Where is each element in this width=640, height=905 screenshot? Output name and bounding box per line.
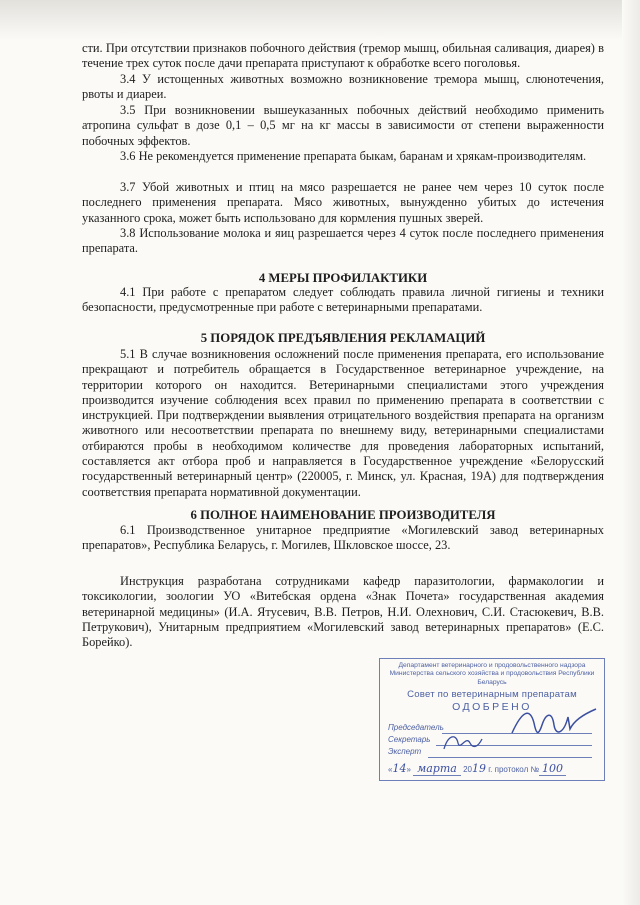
stamp-protocol-label: протокол №: [494, 765, 540, 774]
section-heading-5: 5 ПОРЯДОК ПРЕДЪЯВЛЕНИЯ РЕКЛАМАЦИЙ: [200, 331, 486, 345]
stamp-protocol-number: 100: [539, 762, 566, 776]
stamp-expert-label: Эксперт: [388, 747, 422, 756]
stamp-council: Совет по ветеринарным препаратам: [407, 689, 577, 700]
stamp-year-suffix: 19: [471, 762, 486, 775]
paragraph-3-4: 3.4 У истощенных животных возможно возникновение тремора мышц, слюнотечения, рвоты и диареи.: [82, 72, 604, 102]
chairman-signature: [508, 703, 600, 743]
stamp-secretary-label: Секретарь: [388, 735, 431, 744]
approval-stamp: [379, 658, 605, 781]
stamp-year-prefix: 20: [463, 765, 472, 774]
stamp-organization: Департамент ветеринарного и продовольственного надзора Министерства сельского хозяйства и продовольствия Республики Беларусь: [389, 662, 595, 686]
stamp-expert-line: [428, 757, 592, 758]
section-heading-4: 4 МЕРЫ ПРОФИЛАКТИКИ: [258, 271, 428, 285]
secretary-signature: [440, 729, 484, 757]
stamp-year-label: г.: [488, 765, 493, 774]
authors-paragraph: Инструкция разработана сотрудниками кафедр паразитологии, фармакологии и токсикологии, зоологии УО «Витебская ордена «Знак Почета» государственная академия ветеринарной медицины» (И.А. Ятусевич, В.В. Петров, Н.И. Олехнович, С.И. Стасюкевич, В.В. Петрукович), Унитарным предприятием «Могилевский завод ветеринарных препаратов» (Е.С. Борейко).: [82, 574, 604, 650]
scan-shadow-top: [0, 0, 640, 40]
stamp-chairman-label: Председатель: [388, 723, 444, 732]
paragraph-3-8: 3.8 Использование молока и яиц разрешается через 4 суток после последнего применения препарата.: [82, 226, 604, 256]
paragraph-3-5: 3.5 При возникновении вышеуказанных побочных действий необходимо применить атропина сульфат в дозе 0,1 – 0,5 мг на кг массы в зависимости от степени выраженности побочных эффектов.: [82, 103, 604, 148]
paragraph-5-1: 5.1 В случае возникновения осложнений после применения препарата, его использование прекращают и потребитель обращается в Государственное ветеринарное учреждение, на территории которого он находится. Ветеринарными специалистами этого учреждения производится изучение соблюдения всех правил по применению препарата в соответствии с инструкцией. При подтверждении выявления отрицательного воздействия препарата на организм животного или несоответствии препарата по внешнему виду, ветеринарными специалистами отбираются пробы в необходимом количестве для проведения лабораторных испытаний, составляется акт отбора проб и направляется в Государственное учреждение «Белорусский государственный ветеринарный центр» (220005, г. Минск, ул. Красная, 19А) для подтверждения соответствия препарата нормативной документации.: [82, 347, 604, 499]
paragraph-3-6: 3.6 Не рекомендуется применение препарата быкам, баранам и хрякам-производителям.: [120, 149, 587, 163]
scan-shadow-right: [622, 0, 640, 905]
stamp-date-row: «14» марта 2019 г. протокол № 100: [388, 762, 566, 775]
paragraph-3-7: 3.7 Убой животных и птиц на мясо разрешается не ранее чем через 10 суток после последнего применения препарата. Мясо животных, вынужденно убитых до истечения указанного срока, может быть использовано для кормления пушных зверей.: [82, 180, 604, 225]
stamp-date-day: 14: [392, 762, 407, 775]
stamp-date-month: марта: [413, 762, 461, 776]
section-heading-6: 6 ПОЛНОЕ НАИМЕНОВАНИЕ ПРОИЗВОДИТЕЛЯ: [190, 508, 496, 522]
stamp-approved: ОДОБРЕНО: [452, 701, 532, 713]
paragraph-continuation: сти. При отсутствии признаков побочного действия (тремор мышц, обильная саливация, диарея) в течение трех суток после дачи препарата приступают к обработке всего поголовья.: [82, 41, 604, 71]
paragraph-4-1: 4.1 При работе с препаратом следует соблюдать правила личной гигиены и техники безопасности, предусмотренные при работе с ветеринарными препаратами.: [82, 285, 604, 315]
paragraph-6-1: 6.1 Производственное унитарное предприятие «Могилевский завод ветеринарных препаратов», Республика Беларусь, г. Могилев, Шкловское шоссе, 23.: [82, 523, 604, 553]
